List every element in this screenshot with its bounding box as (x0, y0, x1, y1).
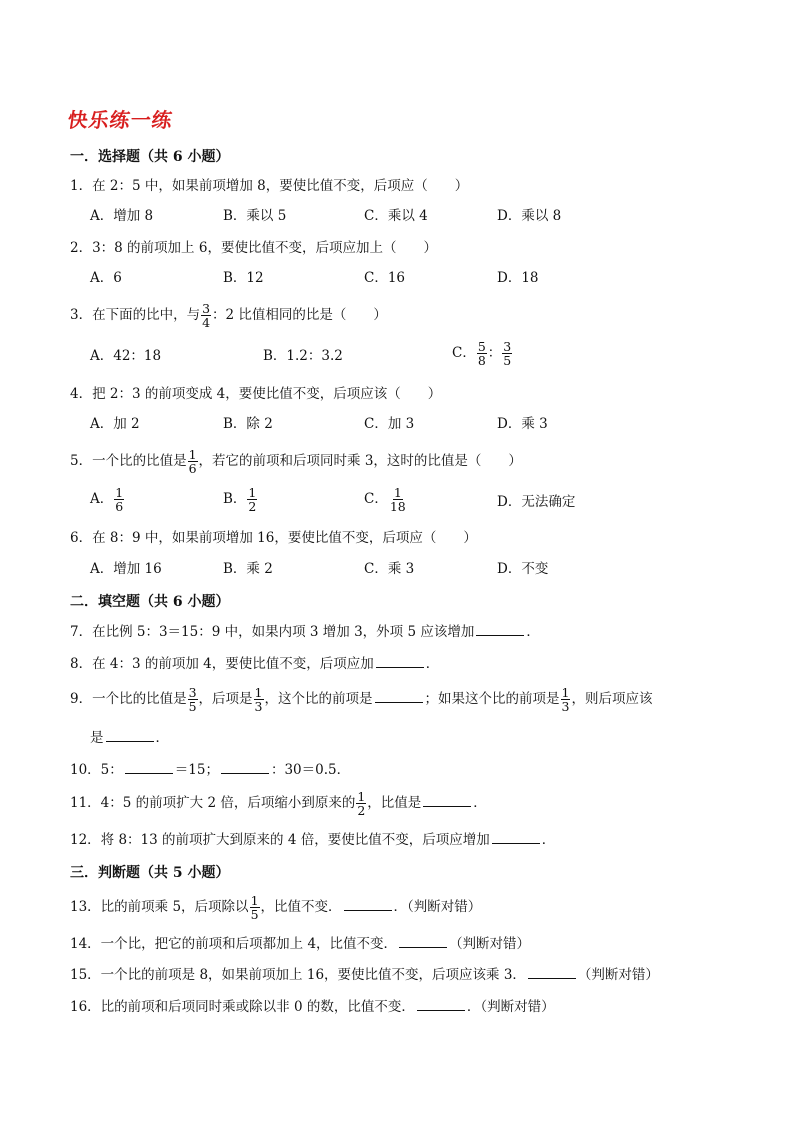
question-10: 10．5： ＝15； ：30＝0.5． (70, 762, 351, 778)
q15-blank[interactable] (528, 966, 576, 979)
q2-option-a: A．6 (90, 270, 122, 286)
q5-option-b: B． $\frac{1}{2}$ (223, 485, 257, 514)
q5-option-d: D．无法确定 (497, 494, 576, 510)
q2-option-c: C．16 (364, 270, 406, 286)
question-3 (70, 302, 387, 329)
question-9-line-2: 是 ． (90, 730, 169, 746)
worksheet-title: 快乐练一练 (66, 108, 175, 132)
question-4: 4．把 2：3 的前项变成 4，要使比值不变，后项应该（ ） (70, 386, 442, 402)
q3-text-post: ：2 比值相同的比是（ ） (212, 307, 387, 323)
q6-option-c: C．乘 3 (364, 561, 415, 577)
q11-blank[interactable] (423, 794, 471, 807)
q1-option-b: B．乘以 5 (223, 208, 287, 224)
question-11: 11．4：5 的前项扩大 2 倍，后项缩小到原来的 $\frac{1}{2}$ ，比值是 ． (70, 789, 487, 818)
q3-text-pre: 3．在下面的比中，与 (70, 307, 201, 323)
question-14: 14．一个比，把它的前项和后项都加上 4，比值不变． （判断对错） (70, 936, 531, 952)
q9-blank-2[interactable] (106, 729, 154, 742)
q5-option-c: C． $\frac{1}{18}$ (364, 485, 406, 514)
q1-option-c: C．乘以 4 (364, 208, 428, 224)
q5-option-a: A． $\frac{1}{6}$ (90, 485, 124, 514)
q4-option-d: D．乘 3 (497, 416, 548, 432)
q7-blank[interactable] (476, 623, 524, 636)
q3-option-c: C． $\frac{5}{8}$ ： $\frac{3}{5}$ (452, 339, 512, 368)
q6-option-b: B．乘 2 (223, 561, 273, 577)
q6-option-d: D．不变 (497, 561, 549, 577)
question-7: 7．在比例 5：3＝15：9 中，如果内项 3 增加 3，外项 5 应该增加 ． (70, 624, 540, 640)
section-fill-heading: 二．填空题（共 6 小题） (70, 594, 230, 610)
question-1: 1．在 2：5 中，如果前项增加 8，要使比值不变，后项应（ ） (70, 178, 469, 194)
q6-option-a: A．增加 16 (90, 561, 162, 577)
section-choice-heading: 一．选择题（共 6 小题） (70, 149, 230, 165)
question-16: 16．比的前项和后项同时乘或除以非 0 的数，比值不变． ．（判断对错） (70, 999, 555, 1015)
question-9: 9．一个比的比值是 $\frac{3}{5}$ ，后项是 $\frac{1}{3}$ ，这个比的前项是 ；如果这个比的前项是 $\frac{1}{3}$ ，则后项应该 (70, 685, 653, 714)
q4-option-b: B．除 2 (223, 416, 273, 432)
q3-option-a: A．42：18 (90, 348, 162, 364)
q1-option-d: D．乘以 8 (497, 208, 562, 224)
q3-option-b: B．1.2：3.2 (263, 348, 343, 364)
q2-option-d: D．18 (497, 270, 539, 286)
question-13: 13．比的前项乘 5，后项除以 $\frac{1}{5}$ ，比值不变． ．（判断对错） (70, 893, 482, 922)
question-12: 12．将 8：13 的前项扩大到原来的 4 倍，要使比值不变，后项应增加 ． (70, 832, 556, 848)
q3-fraction: $\frac{3}{4}$ (202, 301, 211, 330)
question-6: 6．在 8：9 中，如果前项增加 16，要使比值不变，后项应（ ） (70, 530, 477, 546)
q8-blank[interactable] (376, 655, 424, 668)
q10-blank-2[interactable] (221, 761, 269, 774)
q10-blank-1[interactable] (125, 761, 173, 774)
q14-blank[interactable] (399, 935, 447, 948)
question-2: 2．3：8 的前项加上 6，要使比值不变，后项应加上（ ） (70, 240, 437, 256)
q4-option-c: C．加 3 (364, 416, 415, 432)
question-15: 15．一个比的前项是 8，如果前项加上 16，要使比值不变，后项应该乘 3． （判断对错） (70, 967, 659, 983)
q9-blank-1[interactable] (375, 690, 423, 703)
q13-blank[interactable] (344, 898, 392, 911)
q12-blank[interactable] (492, 831, 540, 844)
q4-option-a: A．加 2 (90, 416, 140, 432)
q16-blank[interactable] (417, 998, 465, 1011)
q1-option-a: A．增加 8 (90, 208, 154, 224)
question-5: 5．一个比的比值是 $\frac{1}{6}$ ，若它的前项和后项同时乘 3，这时的比值是（ ） (70, 447, 522, 476)
question-8: 8．在 4：3 的前项加 4，要使比值不变，后项应加 ． (70, 656, 440, 672)
section-judge-heading: 三．判断题（共 5 小题） (70, 865, 230, 881)
q2-option-b: B．12 (223, 270, 264, 286)
